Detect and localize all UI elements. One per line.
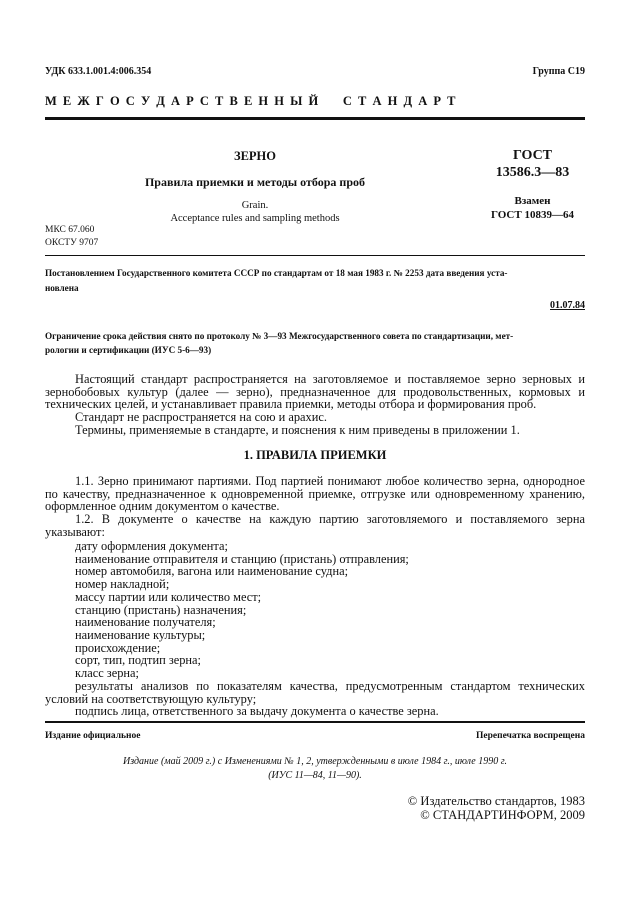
edition-note-line1: Издание (май 2009 г.) с Изменениями № 1, 2, утвержденными в июле 1984 г., июле 1990 г.	[123, 756, 507, 767]
official-edition: Издание официальное	[45, 731, 141, 741]
decree-line1: Постановлением Государственного комитета СССР по стандартам от 18 мая 1983 г. № 2253 дата введения уста-	[45, 268, 508, 278]
restriction-line2: рологии и сертификации (ИУС 5-6—93)	[45, 345, 212, 355]
list-item-signature: подпись лица, ответственного за выдачу документа о качестве зерна.	[75, 704, 439, 719]
header-rule	[45, 117, 585, 120]
list-item: наименование культуры;	[75, 627, 206, 642]
document-title: ЗЕРНО	[233, 149, 277, 163]
intro-paragraph-terms: Термины, применяемые в стандарте, и пояснения к ним приведены в приложении 1.	[75, 422, 520, 437]
effective-date: 01.07.84	[550, 300, 585, 311]
group-code: Группа С19	[532, 66, 585, 77]
reprint-prohibited: Перепечатка воспрещена	[475, 731, 585, 741]
section-heading: 1. ПРАВИЛА ПРИЕМКИ	[243, 448, 387, 462]
title-rule	[45, 255, 585, 256]
udk-code: УДК 633.1.001.4:006.354	[45, 66, 152, 77]
copyright-publisher: © Издательство стандартов, 1983	[407, 794, 585, 808]
gost-number: 13586.3—83	[495, 165, 570, 180]
list-tail	[45, 680, 585, 718]
edition-note-line2: (ИУС 11—84, 11—90).	[268, 770, 362, 781]
section-body	[45, 475, 585, 539]
restriction-line1: Ограничение срока действия снято по протоколу № 3—93 Межгосударственного совета по стандартизации, мет-	[45, 331, 514, 341]
footer-rule	[45, 721, 585, 723]
list-item: номер автомобиля, вагона или наименование судна;	[75, 564, 349, 579]
list-item: дату оформления документа;	[75, 539, 228, 553]
english-title-line1: Grain.	[241, 200, 269, 211]
decree-line2: новлена	[45, 283, 79, 293]
list-item: массу партии или количество мест;	[75, 589, 262, 604]
mks-code: МКС 67.060	[45, 225, 95, 235]
intro-paragraph-exclusion: Стандарт не распространяется на сою и арахис.	[75, 410, 327, 425]
replaces-label: Взамен	[514, 195, 551, 207]
intro-paragraph-scope: Настоящий стандарт распространяется на заготовляемое и поставляемое зерно зерновых и зернобобовых культур (далее — зерно), предназначенное для продовольственных, кормовых и технических целей, и устанавливает правила приемки, методы отбора и формирования проб.	[45, 372, 585, 412]
replaces-value: ГОСТ 10839—64	[491, 209, 574, 221]
clause-1-2: 1.2. В документе о качестве на каждую партию заготовляемого и поставляемого зерна указывают:	[45, 512, 585, 539]
list-item: происхождение;	[75, 640, 161, 655]
copyright-standartinform: © СТАНДАРТИНФОРМ, 2009	[420, 808, 585, 822]
clause-1-1: 1.1. Зерно принимают партиями. Под партией понимают любое количество зерна, однородное по качеству, предназначенное к одновременной приемке, отгрузке или одновременному хранению, оформленное одним документом о качестве.	[45, 474, 585, 514]
english-title-line2: Acceptance rules and sampling methods	[170, 213, 340, 224]
list-item: станцию (пристань) назначения;	[75, 602, 247, 617]
list-item: наименование получателя;	[75, 615, 216, 630]
gost-label: ГОСТ	[512, 148, 553, 163]
list-item: наименование отправителя и станцию (пристань) отправления;	[75, 551, 409, 566]
list-item: класс зерна;	[75, 666, 139, 681]
intro-block	[45, 373, 585, 437]
document-fields-list	[75, 540, 409, 680]
list-item: сорт, тип, подтип зерна;	[75, 653, 201, 668]
document-subtitle: Правила приемки и методы отбора проб	[144, 175, 366, 189]
okstu-code: ОКСТУ 9707	[45, 238, 99, 248]
standard-banner: М Е Ж Г О С У Д А Р С Т В Е Н Н Ы Й С Т А Н Д А Р Т	[45, 94, 457, 108]
list-item: номер накладной;	[75, 577, 170, 592]
list-item-results: результаты анализов по показателям качества, предусмотренным стандартом технических условий на соответствующую культуру;	[45, 679, 585, 706]
